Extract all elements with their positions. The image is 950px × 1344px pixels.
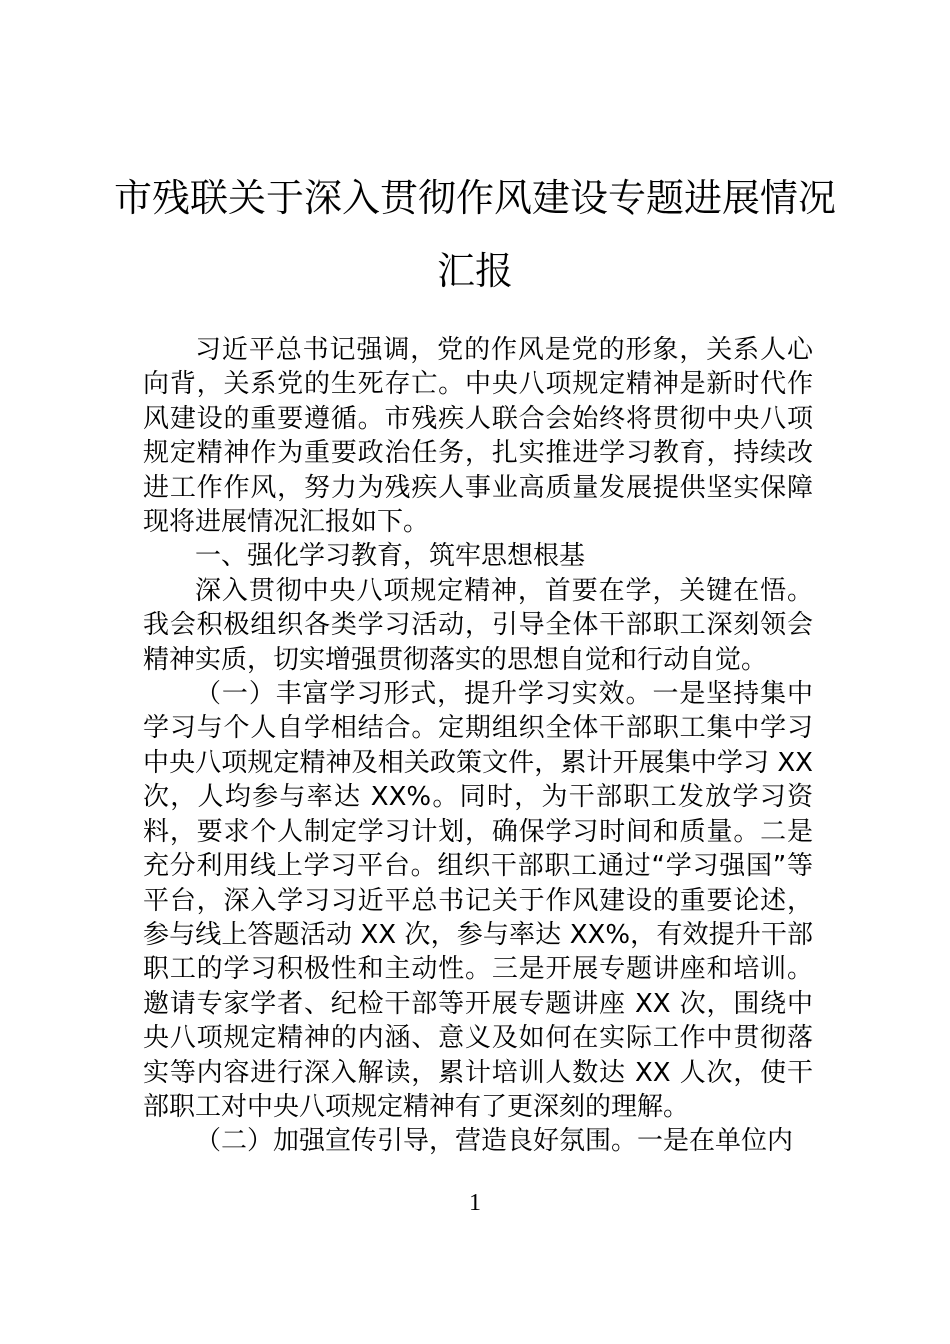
section-heading-1: 一、强化学习教育，筑牢思想根基 <box>195 541 586 572</box>
section-1-intro-paragraph: 深入贯彻中央八项规定精神，首要在学，关键在悟。我会积极组织各类学习活动，引导全体干部职工深刻领会精神实质，切实增强贯彻落实的思想自觉和行动自觉。 <box>143 575 813 675</box>
subsection-2-paragraph: （二）加强宣传引导，营造良好氛围。一是在单位内 <box>195 1126 794 1157</box>
subsection-1-paragraph: （一）丰富学习形式，提升学习实效。一是坚持集中学习与个人自学相结合。定期组织全体干部职工集中学习中央八项规定精神及相关政策文件，累计开展集中学习 XX 次，人均参与率达 XX%。同时，为干部职工发放学习资料，要求个人制定学习计划，确保学习时间和质量。二是充分利用线上学习平台。组织干部职工通过“学习强国”等平台，深入学习习近平总书记关于作风建设的重要论述，参与线上答题活动 XX 次，参与率达 XX%，有效提升干部职工的学习积极性和主动性。三是开展专题讲座和培训。邀请专家学者、纪检干部等开展专题讲座 XX 次，围绕中央八项规定精神的内涵、意义及如何在实际工作中贯彻落实等内容进行深入解读，累计培训人数达 XX 人次，使干部职工对中央八项规定精神有了更深刻的理解。 <box>143 679 813 1122</box>
document-body <box>143 333 813 1159</box>
intro-paragraph: 习近平总书记强调，党的作风是党的形象，关系人心向背，关系党的生死存亡。中央八项规定精神是新时代作风建设的重要遵循。市残疾人联合会始终将贯彻中央八项规定精神作为重要政治任务，扎实推进学习教育，持续改进工作作风，努力为残疾人事业高质量发展提供坚实保障现将进展情况汇报如下。 <box>143 335 813 538</box>
page-number: 1 <box>469 1190 481 1216</box>
document-title: 市残联关于深入贯彻作风建设专题进展情况汇报 <box>113 176 836 293</box>
